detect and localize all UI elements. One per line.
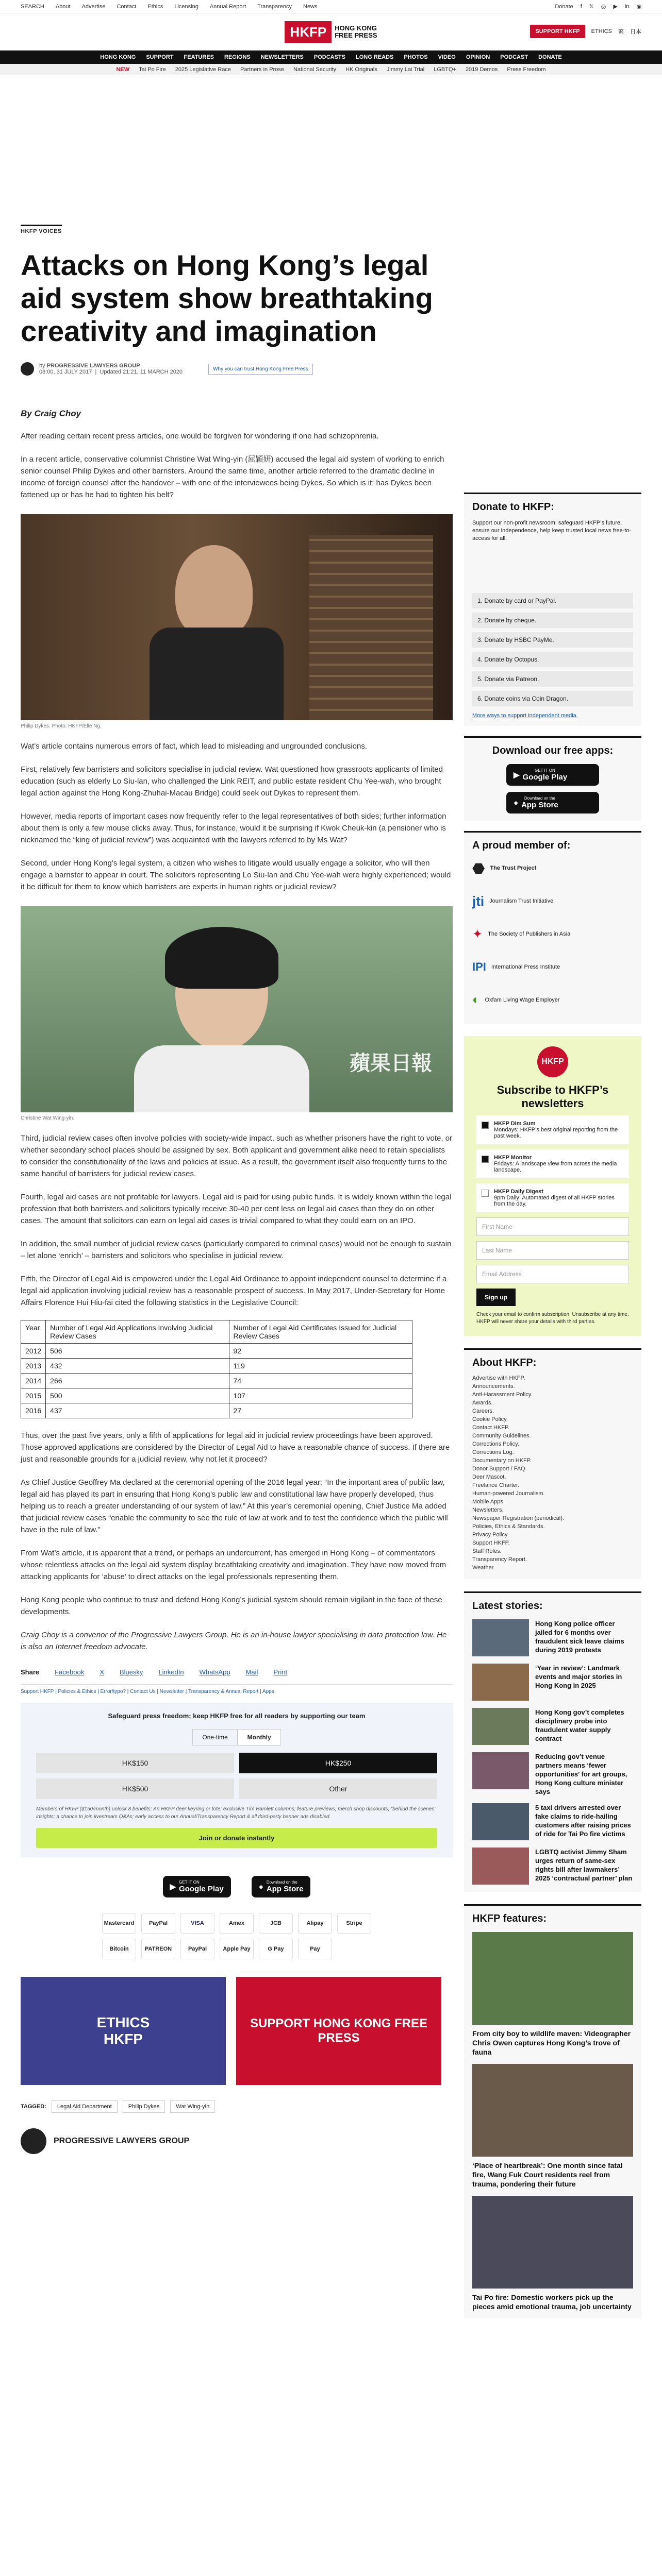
dykes-photo xyxy=(21,514,453,720)
table-row: 2015 500 107 xyxy=(21,1388,412,1403)
linkedin-icon[interactable]: in xyxy=(624,3,630,10)
story-item[interactable]: ‘Year in review’: Landmark events and major stories in Hong Kong in 2025 xyxy=(472,1664,633,1701)
amount-option[interactable]: HK$500 xyxy=(36,1778,234,1799)
author-name: By Craig Choy xyxy=(21,409,81,418)
paragraph: However, media reports of important cases now frequently refer to the legal representatives of both sides; further information about them is only a few mouse clicks away. Thus, for instance, would it be surprising if Kwok Cheuk-kin (a pensioner who is nicknamed the “king of judicial review”) was acquainted with the lawyers referred to by Ms Wat? xyxy=(21,812,446,844)
advertise-link[interactable]: Advertise xyxy=(81,3,106,10)
story-item[interactable]: Hong Kong gov’t completes disciplinary probe into fraudulent water supply contract xyxy=(472,1708,633,1745)
oxfam-logo[interactable]: ◐ Oxfam Living Wage Employer xyxy=(472,993,560,1007)
about-link[interactable]: Corrections Log. xyxy=(472,1449,514,1455)
mastercard-icon: Mastercard xyxy=(102,1913,136,1934)
feature-image xyxy=(472,2064,633,2157)
amex-icon: Amex xyxy=(220,1913,254,1934)
about-link[interactable]: Announcements. xyxy=(472,1383,515,1389)
app-store-badge[interactable]: ● Download on the App Store xyxy=(252,1876,311,1897)
nav-support[interactable]: SUPPORT xyxy=(146,54,174,60)
about-link[interactable]: Transparency Report. xyxy=(472,1556,527,1563)
about-link[interactable]: Newspaper Registration (periodical). xyxy=(472,1515,564,1521)
about-link[interactable]: Staff Roles. xyxy=(472,1548,502,1554)
instagram-icon[interactable]: ◎ xyxy=(601,4,606,10)
subnav-item[interactable]: Partners in Prose xyxy=(240,66,284,73)
story-thumbnail xyxy=(472,1664,529,1701)
feature-item[interactable]: From city boy to wildlife maven: Videographer Chris Owen captures Hong Kong’s trove of fauna xyxy=(472,1932,633,2057)
paragraph: Third, judicial review cases often involve policies with society-wide impact, such as whether prisoners have the right to vote, or whether secondary school places should be assigned by sex. Both applicant and government alike need to retain specialists to consider the constitutionality of the laws and policies at issue. As a result, the government itself also frequently turns to the same handful of barristers for judicial review cases. xyxy=(21,1134,453,1178)
paragraph: Fifth, the Director of Legal Aid is empowered under the Legal Aid Ordinance to appoint independent counsel to determine if a legal aid application involving judicial review has a reasonable prospect of success. In May 2017, Under-Secretary for Home Affairs Florence Hui Hiu-fai cited the following statistics in the Legislative Council: xyxy=(21,1275,447,1307)
about-link[interactable]: Support HKFP. xyxy=(472,1540,510,1546)
group-link[interactable]: PROGRESSIVE LAWYERS GROUP xyxy=(46,363,140,369)
table-row: 2016 437 27 xyxy=(21,1403,412,1418)
paragraph: Second, under Hong Kong’s legal system, a citizen who wishes to litigate would usually engage a solicitor, who will then engage a barrister to appear in court. The solicitors representing Lo Siu-lan and Chu Yee-wah were highly experienced; would it be difficult for them to know which barristers are experts in human rights or judicial review? xyxy=(21,859,451,891)
feature-item[interactable]: Tai Po fire: Domestic workers pick up the pieces amid emotional trauma, job uncertainty xyxy=(472,2196,633,2311)
share-print[interactable]: Print xyxy=(273,1668,288,1676)
subnav-item[interactable]: Press Freedom xyxy=(507,66,546,73)
byline: by PROGRESSIVE LAWYERS GROUP 08:00, 31 JULY 2017 | Updated 21:21, 11 MARCH 2020 Why you can trust Hong Kong Free Press xyxy=(21,362,453,376)
story-thumbnail xyxy=(472,1708,529,1745)
nav-long-reads[interactable]: LONG READS xyxy=(355,54,394,60)
signup-button[interactable]: Sign up xyxy=(476,1289,516,1306)
tags: TAGGED: Legal Aid Department Philip Dykes Wat Wing-yin xyxy=(21,2100,453,2113)
hkfp-logo[interactable]: HKFP HONG KONG FREE PRESS xyxy=(285,21,377,43)
checkbox[interactable] xyxy=(482,1190,489,1197)
wat-photo xyxy=(21,906,453,1112)
newsletter-option[interactable]: HKFP Dim Sum Mondays: HKFP’s best original reporting from the past week. xyxy=(476,1115,629,1144)
about-link[interactable]: Newsletters. xyxy=(472,1507,504,1513)
story-thumbnail xyxy=(472,1752,529,1789)
share-bar: Share Facebook X Bluesky LinkedIn WhatsApp Mail Print xyxy=(21,1668,288,1676)
apps-widget: Download our free apps: ▶ GET IT ON Google Play ● Download on the App Store xyxy=(464,736,641,821)
donate-option[interactable]: 6. Donate coins via Coin Dragon. xyxy=(472,691,633,706)
app-store-badge[interactable]: ● Download on the App Store xyxy=(506,792,599,814)
subnav-item[interactable]: 2019 Demos xyxy=(465,66,498,73)
ethics-lang-link[interactable]: ETHICS xyxy=(591,28,612,35)
about-link[interactable]: Awards. xyxy=(472,1400,493,1406)
about-link[interactable]: Human-powered Journalism. xyxy=(472,1490,545,1497)
about-link[interactable]: Privacy Policy. xyxy=(472,1532,509,1538)
nav-features[interactable]: FEATURES xyxy=(184,54,214,60)
safeguard-heading: Safeguard press freedom; keep HKFP free for all readers by supporting our team xyxy=(108,1712,366,1720)
checkbox[interactable] xyxy=(482,1156,489,1163)
subnav-item[interactable]: LGBTQ+ xyxy=(434,66,456,73)
donate-option[interactable]: 5. Donate via Patreon. xyxy=(472,671,633,687)
amount-option[interactable]: HK$150 xyxy=(36,1753,234,1773)
about-link[interactable]: Policies, Ethics & Standards. xyxy=(472,1523,545,1530)
group-avatar xyxy=(21,362,34,376)
nav-hong-kong[interactable]: HONG KONG xyxy=(100,54,136,60)
masthead xyxy=(0,13,662,50)
about-link[interactable]: Contact HKFP. xyxy=(472,1425,509,1431)
hkfp-logo: HKFP xyxy=(537,1046,568,1077)
share-facebook[interactable]: Facebook xyxy=(55,1668,85,1676)
jcb-icon: JCB xyxy=(259,1913,293,1934)
news-link[interactable]: News xyxy=(303,3,318,10)
about-link[interactable]: Documentary on HKFP. xyxy=(472,1458,532,1464)
apple-icon: ● xyxy=(514,798,519,807)
table-header-row xyxy=(21,1320,412,1344)
feature-image xyxy=(472,1932,633,2025)
about-link[interactable]: Anti-Harassment Policy. xyxy=(472,1392,533,1398)
chinese-link[interactable]: 繁 xyxy=(618,29,624,35)
bitcoin-icon: Bitcoin xyxy=(102,1939,136,1959)
signup-note: Check your email to confirm subscription. Unsubscribe at any time. HKFP will never share your details with third parties. xyxy=(476,1312,629,1325)
donate-link[interactable]: Donate xyxy=(555,3,573,10)
header-cell: Number of Legal Aid Applications Involving Judicial Review Cases xyxy=(46,1320,229,1344)
author-box xyxy=(21,2128,453,2154)
paragraph: In a recent article, conservative columnist Christine Wat Wing-yin (屈穎妍) accused the legal aid system of working to enrich senior counsel Philip Dykes and other barristers. Around the same time, another article referred to the dramatic decline in income of foreign counsel after the handover – with one of the interviewees being Dykes. So which is it: has Dykes been fattened up or has he had to tighten his belt? xyxy=(21,455,444,499)
story-thumbnail xyxy=(472,1619,529,1656)
feature-image xyxy=(472,2196,633,2289)
feature-item[interactable]: ‘Place of heartbreak’: One month since fatal fire, Wang Fuk Court residents reel from trauma, pondering their future xyxy=(472,2064,633,2189)
paragraph: Hong Kong people who continue to trust and defend Hong Kong’s judicial system should remain vigilant in the face of these developments. xyxy=(21,1596,442,1616)
play-icon: ▶ xyxy=(514,771,520,779)
japanese-link[interactable]: 日本 xyxy=(630,29,641,35)
sopa-logo[interactable]: ✦ The Society of Publishers in Asia xyxy=(472,927,571,941)
about-link[interactable]: Cookie Policy. xyxy=(472,1416,508,1422)
story-thumbnail xyxy=(472,1803,529,1840)
tag-link[interactable]: Philip Dykes xyxy=(123,2100,166,2113)
nav-regions[interactable]: REGIONS xyxy=(224,54,251,60)
last-name-field[interactable]: Last Name xyxy=(476,1241,629,1260)
donate-widget: Donate to HKFP: Support our non-profit newsroom: safeguard HKFP’s future, ensure our independence, help keep trusted local news free-to-access for all. 1. Donate by card or PayPal. 2. Donate by cheque. 3. Donate by HSBC PayMe. 4. Donate by Octopus. 5. Donate via Patreon. 6. Donate coins via Coin Dragon. More ways to support independent media. xyxy=(464,493,641,726)
sub-nav xyxy=(0,64,662,75)
nav-podcasts[interactable]: PODCASTS xyxy=(313,54,345,60)
x-icon[interactable]: 𝕏 xyxy=(589,4,594,10)
about-link[interactable]: Corrections Policy. xyxy=(472,1441,519,1447)
new-badge: NEW xyxy=(116,66,130,73)
donate-text: Support our non-profit newsroom: safeguard HKFP’s future, ensure our independence, help keep trusted local news free-to-access for all. xyxy=(472,520,632,541)
visa-icon: VISA xyxy=(180,1913,214,1934)
story-thumbnail xyxy=(472,1848,529,1885)
more-ways-link[interactable]: More ways to support independent media. xyxy=(472,713,578,719)
jti-logo[interactable]: jti Journalism Trust Initiative xyxy=(472,893,554,909)
updated-date: Updated 21:21, 11 MARCH 2020 xyxy=(100,369,183,375)
header-cell: Number of Legal Aid Certificates Issued for Judicial Review Cases xyxy=(229,1320,412,1344)
main-nav xyxy=(0,50,662,64)
nav-opinion[interactable]: OPINION xyxy=(466,54,490,60)
donate-option[interactable]: 4. Donate by Octopus. xyxy=(472,652,633,667)
about-widget: About HKFP: Advertise with HKFP. Announcements. Anti-Harassment Policy. Awards. Careers. Cookie Policy. Contact HKFP. Community Guidelines. Corrections Policy. Corrections Log. Documentary on HKFP. Donor Support / FAQ. Deer Mascot. Freelance Charter. Human-powered Journalism. Mobile Apps. Newsletters. Newspaper Registration (periodical). Policies, Ethics & Standards. Privacy Policy. Support HKFP. Staff Roles. Transparency Report. Weather. xyxy=(464,1348,641,1579)
amount-option[interactable]: HK$250 xyxy=(239,1753,437,1773)
paragraph: As Chief Justice Geoffrey Ma declared at the ceremonial opening of the 2016 legal year: “In the important area of public law, legal aid has played its part in ensuring that Hong Kong’s public law and constitutional law have properly developed, thus helping us to reach a greater understanding of our system of law.” At this year’s ceremonial opening, Chief Justice Ma added that judicial review cases “enable the community to see the rule of law at work and to test the confidence which the public will have in the rule of law.” xyxy=(21,1478,448,1534)
subnav-item[interactable]: National Security xyxy=(293,66,337,73)
facebook-icon[interactable]: f xyxy=(580,3,582,10)
pay-icon: Pay xyxy=(298,1939,332,1959)
app-badges xyxy=(21,1876,453,1897)
subnav-item[interactable]: 2025 Legislative Race xyxy=(175,66,231,73)
paragraph: First, relatively few barristers and solicitors specialise in judicial review. Wat questioned how grassroots applicants of limited education (such as elderly Lo Siu-lan, who challenged the Link REIT, and public estate resident Chu Yee-wah, who brought legal action against the Hong Kong-Zhuhai-Macau Bridge) could seek out Dykes to represent them. xyxy=(21,765,443,798)
about-link[interactable]: Donor Support / FAQ. xyxy=(472,1466,527,1472)
tag-link[interactable]: Legal Aid Department xyxy=(52,2100,118,2113)
article-title: Attacks on Hong Kong’s legal aid system show breathtaking creativity and imagination xyxy=(21,249,433,347)
ethics-promo[interactable]: ETHICS HKFP xyxy=(21,1977,226,2085)
subnav-item[interactable]: Tai Po Fire xyxy=(139,66,166,73)
join-button[interactable]: Join or donate instantly xyxy=(36,1828,437,1848)
share-linkedin[interactable]: LinkedIn xyxy=(158,1668,184,1676)
nav-video[interactable]: VIDEO xyxy=(438,54,456,60)
table-row: 2014 266 74 xyxy=(21,1374,412,1388)
about-link[interactable]: Careers. xyxy=(472,1408,494,1414)
patreon-icon: PATREON xyxy=(141,1939,175,1959)
article-kicker[interactable]: HKFP VOICES xyxy=(21,225,62,234)
about-link[interactable]: Community Guidelines. xyxy=(472,1433,531,1439)
annual-report-link[interactable]: Annual Report xyxy=(209,3,246,10)
share-x[interactable]: X xyxy=(100,1668,104,1676)
subnav-item[interactable]: Jimmy Lai Trial xyxy=(386,66,425,73)
transparency-link[interactable]: Transparency xyxy=(257,3,292,10)
header-cell: Year xyxy=(21,1320,46,1344)
donate-option[interactable]: 2. Donate by cheque. xyxy=(472,613,633,628)
paypal-icon: PayPal xyxy=(141,1913,175,1934)
newsletter-option[interactable]: HKFP Monitor Fridays: A landscape view from across the media landscape. xyxy=(476,1149,629,1178)
publish-date: 08:00, 31 JULY 2017 xyxy=(39,369,92,375)
email-field[interactable]: Email Address xyxy=(476,1265,629,1283)
licensing-link[interactable]: Licensing xyxy=(174,3,198,10)
trust-project-logo[interactable]: ⬣ The Trust Project xyxy=(472,860,537,876)
nav-podcast[interactable]: PODCAST xyxy=(500,54,528,60)
nav-newsletters[interactable]: NEWSLETTERS xyxy=(260,54,304,60)
support-promo[interactable]: SUPPORT HONG KONG FREE PRESS xyxy=(236,1977,441,2085)
search-link[interactable]: SEARCH xyxy=(21,3,44,10)
share-bluesky[interactable]: Bluesky xyxy=(119,1668,143,1676)
nav-photos[interactable]: PHOTOS xyxy=(404,54,428,60)
google-play-badge[interactable]: ▶ GET IT ON Google Play xyxy=(506,764,599,786)
table-row: 2012 506 92 xyxy=(21,1344,412,1359)
apple-icon: ● xyxy=(258,1882,263,1891)
article-main xyxy=(21,204,453,2154)
google-play-badge[interactable]: ▶ GET IT ON Google Play xyxy=(163,1876,231,1897)
trust-badge[interactable]: Why you can trust Hong Kong Free Press xyxy=(208,364,313,375)
paragraph: In addition, the small number of judicial review cases (particularly compared to criminal cases) would not be enough to sustain – let alone ‘enrich’ – barristers and solicitors who specialise in judicial review. xyxy=(21,1240,452,1260)
ipi-logo[interactable]: IPI International Press Institute xyxy=(472,960,560,973)
support-links[interactable]: Support HKFP | Policies & Ethics | Error/typo? | Contact Us | Newsletter | Transparency & Annual Report | Apps xyxy=(21,1684,453,1694)
latest-widget: Latest stories: Hong Kong police officer jailed for 6 months over fraudulent sick leave claims during 2019 protests ‘Year in review’: Landmark events and major stories in Hong Kong in 2025 Hong Kong gov’t completes disciplinary probe into fraudulent water supply contract Reducing gov’t venue partners means ‘fewer opportunities’ for art groups, Hong Kong culture minister says 5 taxi drivers arrested over fake claims to ride-hailing customers after raising prices of ride for Tai Po fire victims LGBTQ activist Jimmy Sham urges return of same-sex rights bill after lawmakers’ 2025 ‘contractual partner’ plan xyxy=(464,1591,641,1892)
features-widget: HKFP features: From city boy to wildlife maven: Videographer Chris Owen captures Hong Kong’s trove of fauna ‘Place of heartbreak’: One month since fatal fire, Wang Fuk Court residents reel from trauma, pondering their future Tai Po fire: Domestic workers pick up the pieces amid emotional trauma, job uncertainty xyxy=(464,1904,641,2318)
contact-link[interactable]: Contact xyxy=(117,3,137,10)
rss-icon[interactable]: ◉ xyxy=(636,4,641,10)
table-row: 2013 432 119 xyxy=(21,1359,412,1374)
google-pay-icon: G Pay xyxy=(259,1939,293,1959)
about-link[interactable]: Mobile Apps. xyxy=(472,1499,505,1505)
newsletter-widget: HKFP Subscribe to HKFP’s newsletters HKFP Dim Sum Mondays: HKFP’s best original reporting from the past week. HKFP Monitor Fridays: A landscape view from across the media landscape. HKFP Daily Digest 9pm Daily: Automated digest of all HKFP stories from the day. First Name Last Name Email Address Sign up Check your email to confirm subscription. Unsubscribe at any time. HKFP will never share your details with third parties. xyxy=(464,1036,641,1336)
photo-caption: Christine Wat Wing-yin. xyxy=(21,1115,75,1121)
monthly-toggle[interactable]: Monthly xyxy=(238,1729,281,1745)
paragraph: Fourth, legal aid cases are not profitable for lawyers. Legal aid is paid for using public funds. It is widely known within the legal profession that both barristers and solicitors typically receive 30-40 per cent less on legal aid cases than they do on other cases. The amount that solicitors can earn on legal aid cases is trivial compared to what they could earn on an IPO. xyxy=(21,1193,452,1225)
donation-box xyxy=(21,1703,453,1857)
first-name-field[interactable]: First Name xyxy=(476,1217,629,1236)
alipay-icon: Alipay xyxy=(298,1913,332,1934)
amount-option[interactable]: Other xyxy=(239,1778,437,1799)
play-icon: ▶ xyxy=(170,1883,176,1891)
top-bar xyxy=(0,0,662,13)
photo-caption: Philip Dykes. Photo: HKFP/Elle Ng. xyxy=(21,723,102,729)
about-link[interactable]: About xyxy=(55,3,71,10)
nav-donate[interactable]: DONATE xyxy=(538,54,562,60)
subnav-item[interactable]: HK Originals xyxy=(345,66,377,73)
author-bio: Craig Choy is a convenor of the Progressive Lawyers Group. He is an in-house lawyer specialising in data protection law. He is also an Internet freedom advocate. xyxy=(21,1631,447,1651)
memberships-widget: A proud member of: ⬣ The Trust Project jti Journalism Trust Initiative ✦ The Society of Publishers in Asia IPI International Press Institute ◐ Oxfam Living Wage Employer xyxy=(464,831,641,1024)
story-item[interactable]: 5 taxi drivers arrested over fake claims to ride-hailing customers after raising prices of ride for Tai Po fire victims xyxy=(472,1803,633,1840)
tag-link[interactable]: Wat Wing-yin xyxy=(170,2100,215,2113)
sidebar xyxy=(464,493,641,2318)
about-link[interactable]: Deer Mascot. xyxy=(472,1474,506,1480)
about-link[interactable]: Freelance Charter. xyxy=(472,1482,520,1488)
support-hkfp-button[interactable]: SUPPORT HKFP xyxy=(530,25,585,38)
checkbox[interactable] xyxy=(482,1122,489,1129)
donate-option[interactable]: 1. Donate by card or PayPal. xyxy=(472,593,633,608)
story-item[interactable]: Hong Kong police officer jailed for 6 months over fraudulent sick leave claims during 2019 protests xyxy=(472,1619,633,1656)
paragraph: Thus, over the past five years, only a fifth of applications for legal aid in judicial review proceedings have been approved. Those approved applications are considered by the Director of Legal Aid to have a reasonable chance of success. If there are just and reasonable grounds for a judicial review, why not let it proceed? xyxy=(21,1431,450,1464)
paragraph: Wat’s article contains numerous errors of fact, which lead to misleading and ungrounded conclusions. xyxy=(21,742,368,751)
newsletter-option[interactable]: HKFP Daily Digest 9pm Daily: Automated digest of all HKFP stories from the day. xyxy=(476,1183,629,1212)
payment-methods xyxy=(21,1913,453,1959)
youtube-icon[interactable]: ▶ xyxy=(613,4,618,10)
ethics-link[interactable]: Ethics xyxy=(147,3,163,10)
share-mail[interactable]: Mail xyxy=(245,1668,258,1676)
newspaper-watermark: 蘋果日報 xyxy=(350,1052,432,1075)
donate-option[interactable]: 3. Donate by HSBC PayMe. xyxy=(472,632,633,648)
about-link[interactable]: Advertise with HKFP. xyxy=(472,1375,525,1381)
one-time-toggle[interactable]: One-time xyxy=(192,1729,237,1745)
paypal-icon: PayPal xyxy=(180,1939,214,1959)
paragraph: After reading certain recent press articles, one would be forgiven for wondering if one had schizophrenia. xyxy=(21,432,379,440)
paragraph: From Wat’s article, it is apparent that a trend, or perhaps an undercurrent, has emerged in Hong Kong – of commentators whose relentless attacks on the legal aid system display breathtaking creativity and imagination. They have now moved from attacking applicants for ‘abuse’ to direct attacks on the legal professionals representing them. xyxy=(21,1549,446,1581)
about-link[interactable]: Weather. xyxy=(472,1565,495,1571)
story-item[interactable]: LGBTQ activist Jimmy Sham urges return of same-sex rights bill after lawmakers’ 2025 ‘contractual partner’ plan xyxy=(472,1848,633,1885)
legal-aid-table xyxy=(21,1320,412,1418)
group-avatar xyxy=(21,2128,46,2154)
stripe-icon: Stripe xyxy=(337,1913,371,1934)
apple-pay-icon: Apple Pay xyxy=(220,1939,254,1959)
membership-note: Members of HKFP ($150/month) unlock 8 benefits: An HKFP deer keyring or tote; exclusive Tim Hamlett columns; feature previews; merch shop discounts; “behind the scenes” insights; a chance to join livestream Q&As; early access to our Annual/Transparency Report & all third-party banner ads disabled. xyxy=(36,1806,436,1820)
story-item[interactable]: Reducing gov’t venue partners means ‘fewer opportunities’ for art groups, Hong Kong culture minister says xyxy=(472,1752,633,1796)
share-whatsapp[interactable]: WhatsApp xyxy=(199,1668,230,1676)
author-box-name[interactable]: PROGRESSIVE LAWYERS GROUP xyxy=(54,2137,190,2145)
